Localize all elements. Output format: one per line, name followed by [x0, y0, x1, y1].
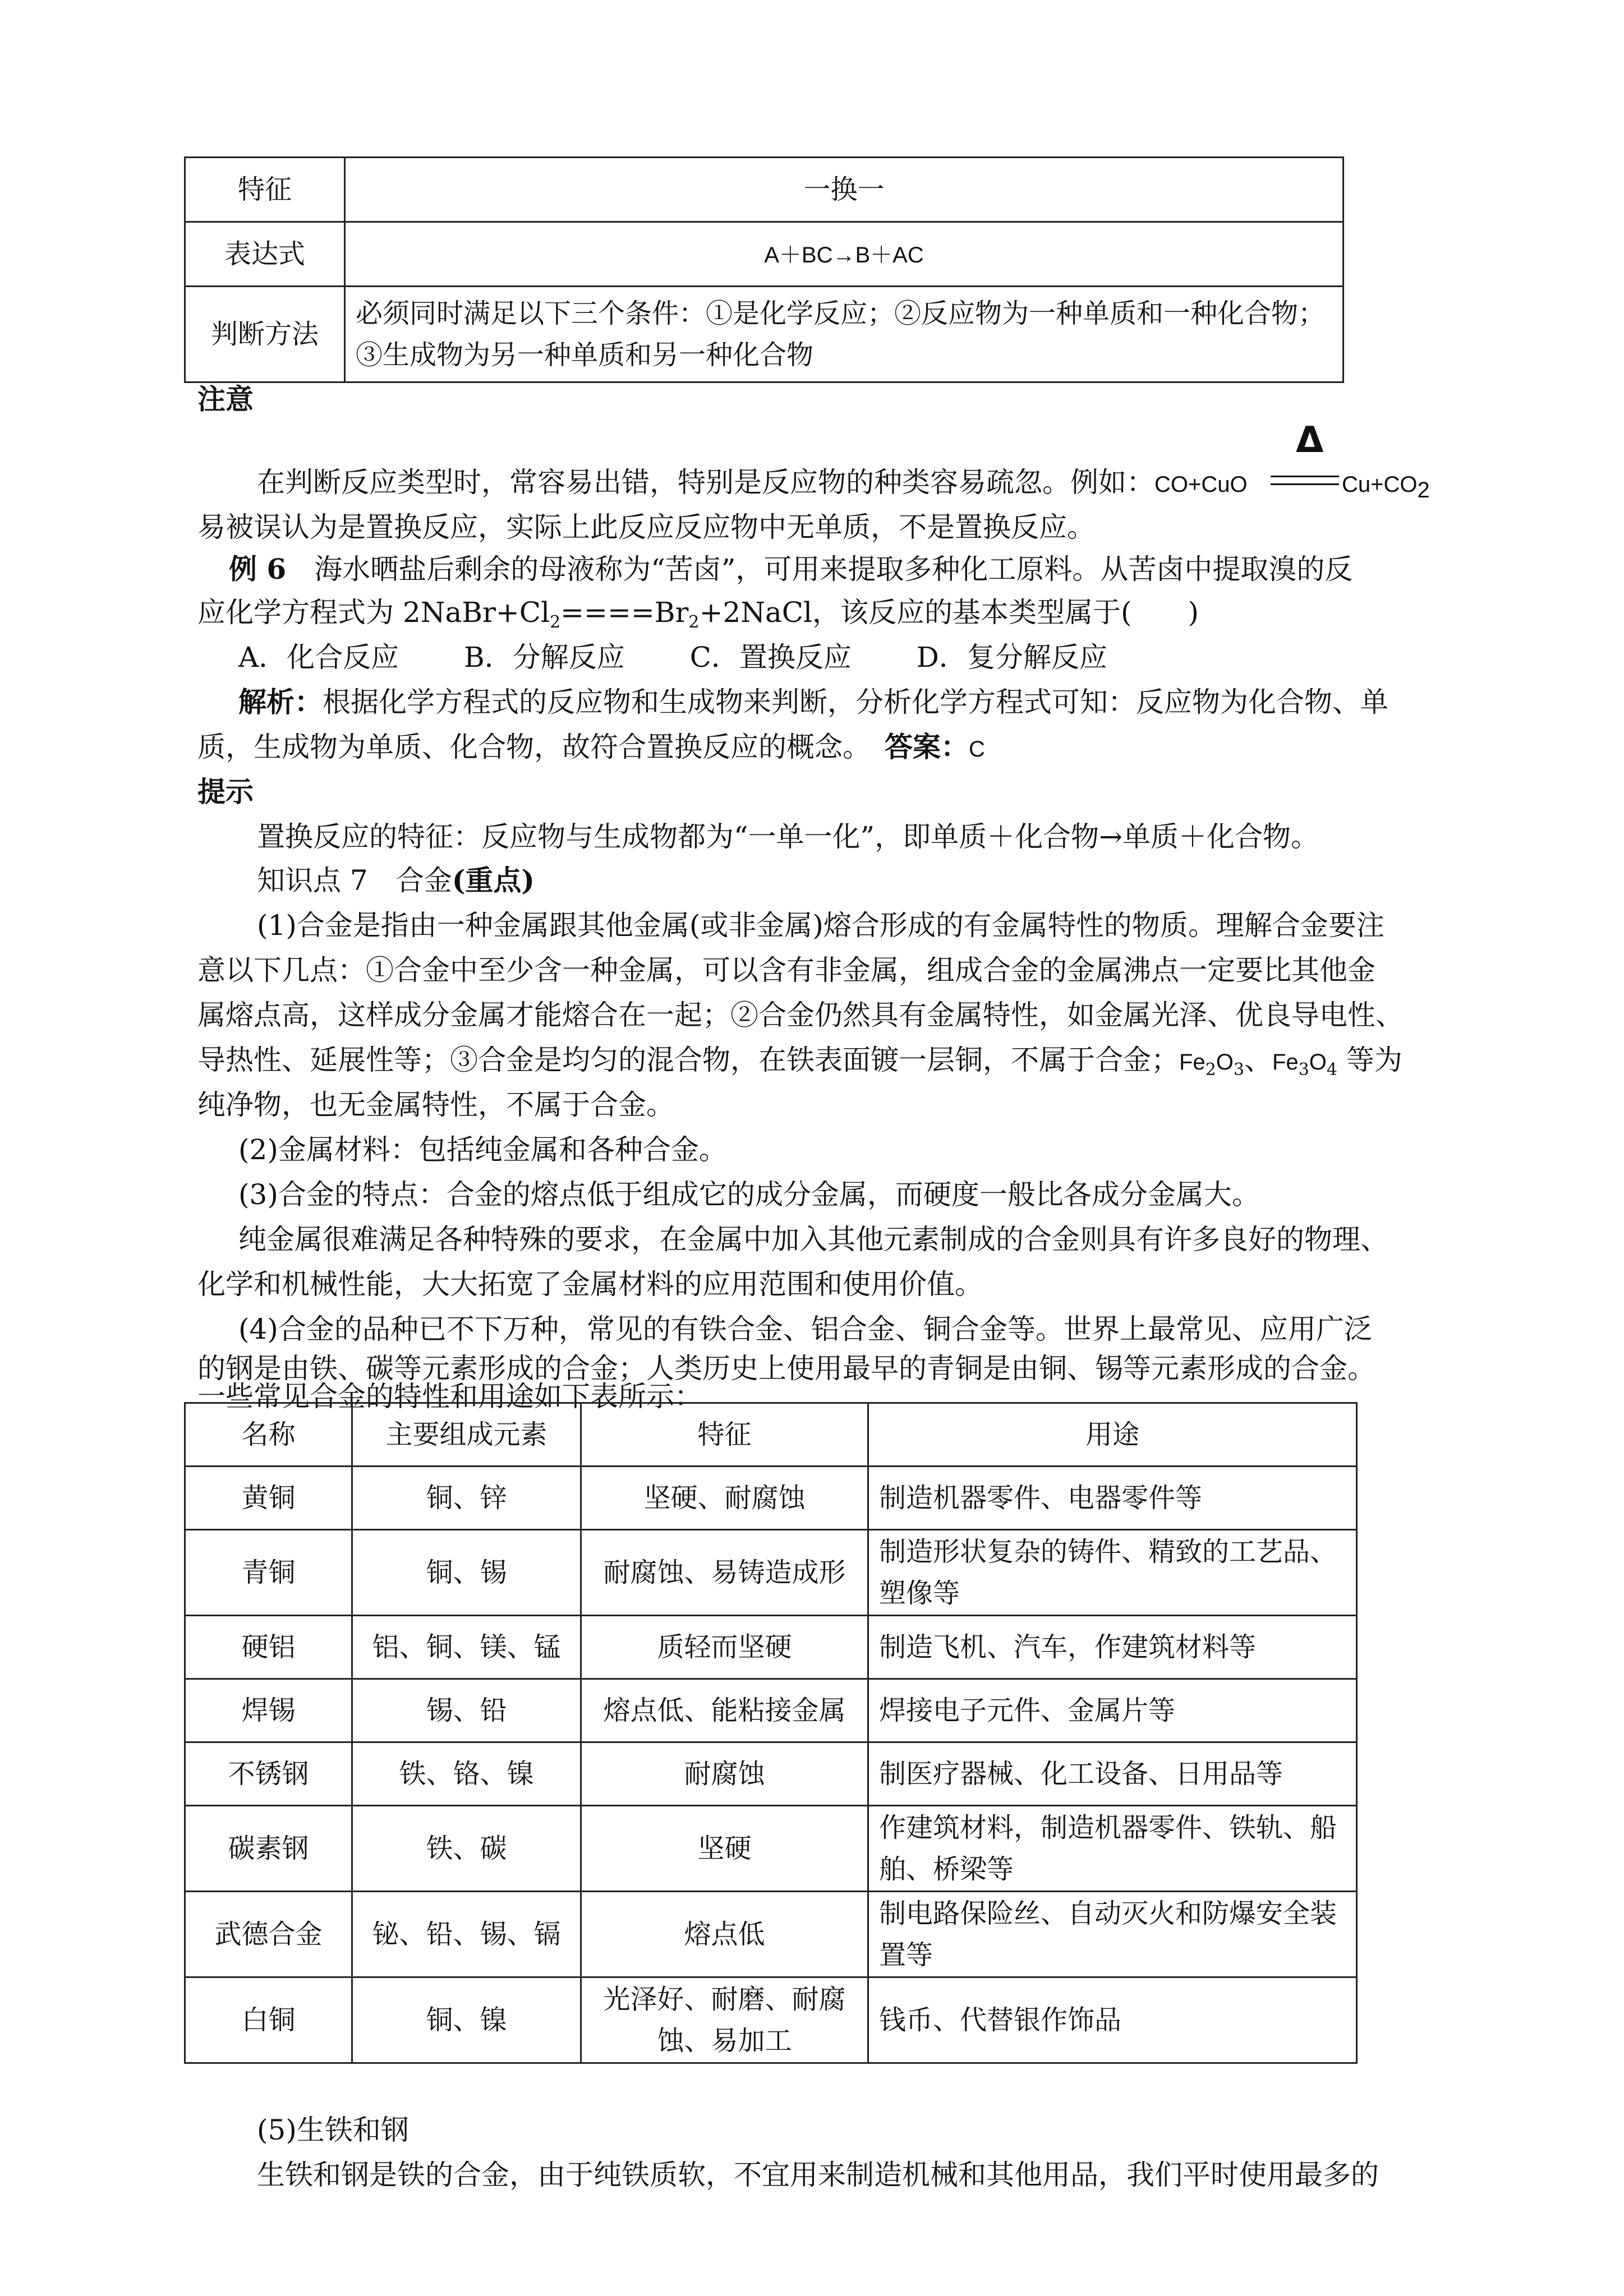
heat-delta-symbol: Δ [1296, 419, 1324, 461]
table-value: 必须同时满足以下三个条件：①是化学反应；②反应物为一种单质和一种化合物；③生成物为另一种单质和另一种化合物 [345, 287, 1344, 382]
paragraph-line: 的钢是由铁、碳等元素形成的合金；人类历史上使用最早的青铜是由铜、锡等元素形成的合金。 [197, 1352, 1375, 1385]
table-row [185, 1530, 1357, 1616]
formula-subscript: 2 [1205, 1060, 1216, 1080]
table-row [185, 1806, 1357, 1892]
note-line-2: 易被误认为是置换反应，实际上此反应反应物中无单质，不是置换反应。 [197, 511, 1095, 543]
equation-subscript: 2 [688, 612, 700, 632]
formula-subscript: 3 [1298, 1060, 1309, 1080]
column-header: 主要组成元素 [352, 1403, 581, 1467]
column-header: 用途 [868, 1403, 1357, 1467]
table-row [185, 158, 1344, 222]
example-options: A．化合反应 B．分解反应 C．置换反应 D．复分解反应 [238, 641, 1107, 674]
table-value [345, 222, 1344, 287]
formula-part: O [1216, 1050, 1234, 1075]
equation-left: CO+CuO [1154, 472, 1248, 497]
alloy-feature: 耐腐蚀、易铸造成形 [581, 1530, 868, 1616]
note-line-1 [257, 460, 1248, 507]
alloy-elements: 铜、锡 [352, 1530, 581, 1616]
alloy-name: 武德合金 [185, 1892, 352, 1977]
equation-bar-top [1271, 476, 1339, 477]
table-row [185, 1977, 1357, 2063]
reaction-summary-table [184, 156, 1344, 383]
alloy-use: 焊接电子元件、金属片等 [868, 1679, 1357, 1742]
paragraph-line: 化学和机械性能，大大拓宽了金属材料的应用范围和使用价值。 [197, 1268, 983, 1301]
example-text: 海水晒盐后剩余的母液称为“苦卤”，可用来提取多种化工原料。从苦卤中提取溴的反 [314, 553, 1353, 585]
alloy-feature: 坚硬、耐腐蚀 [581, 1467, 868, 1530]
equation-right-wrap [1342, 460, 1430, 513]
alloy-use: 制造形状复杂的铸件、精致的工艺品、塑像等 [868, 1530, 1357, 1616]
analysis-text: 质，生成物为单质、化合物，故符合置换反应的概念。 [197, 731, 885, 763]
table-row [185, 222, 1344, 287]
table-row [185, 1679, 1357, 1742]
alloy-name: 不锈钢 [185, 1742, 352, 1806]
table-label: 判断方法 [185, 287, 345, 382]
column-header: 特征 [581, 1403, 868, 1467]
alloy-name: 白铜 [185, 1977, 352, 2063]
table-label: 表达式 [185, 222, 345, 287]
alloy-elements: 铋、铅、锡、镉 [352, 1892, 581, 1977]
paragraph-text: 导热性、延展性等；③合金是均匀的混合物，在铁表面镀一层铜，不属于合金； [197, 1044, 1179, 1076]
alloy-feature: 坚硬 [581, 1806, 868, 1892]
alloy-feature: 熔点低、能粘接金属 [581, 1679, 868, 1742]
formula-subscript: 4 [1326, 1060, 1337, 1080]
alloy-feature: 熔点低 [581, 1892, 868, 1977]
alloy-use: 制造机器零件、电器零件等 [868, 1467, 1357, 1530]
alloy-elements: 锡、铅 [352, 1679, 581, 1742]
formula-part: Fe [1179, 1050, 1206, 1075]
alloy-feature: 光泽好、耐磨、耐腐蚀、易加工 [581, 1977, 868, 2063]
formula-separator: 、 [1244, 1044, 1272, 1076]
alloy-use: 制电路保险丝、自动灭火和防爆安全装置等 [868, 1892, 1357, 1977]
analysis-label: 解析： [238, 685, 323, 718]
equation-right: Cu+CO [1342, 472, 1418, 497]
section-title-emphasis: (重点) [452, 864, 535, 897]
alloy-elements: 铁、碳 [352, 1806, 581, 1892]
alloy-name: 青铜 [185, 1530, 352, 1616]
paragraph-line: 一些常见合金的特性和用途如下表所示： [197, 1380, 702, 1413]
equation-part: +2NaCl，该反应的基本类型属于( ) [699, 596, 1199, 629]
paragraph-line: (1)合金是指由一种金属跟其他金属(或非金属)熔合形成的有金属特性的物质。理解合金要注 [257, 909, 1384, 942]
equation-bar-bottom [1271, 483, 1339, 485]
expression-formula: A＋BC→B＋AC [764, 242, 924, 268]
alloy-feature: 质轻而坚硬 [581, 1616, 868, 1679]
alloy-elements: 铝、铜、镁、锰 [352, 1616, 581, 1679]
alloy-table [184, 1402, 1358, 2064]
table-label: 特征 [185, 158, 345, 222]
paragraph-line: (2)金属材料：包括纯金属和各种合金。 [238, 1133, 727, 1166]
equation-part: ====Br [560, 596, 689, 629]
alloy-use: 制医疗器械、化工设备、日用品等 [868, 1742, 1357, 1806]
example-line-1 [229, 547, 1352, 592]
paragraph-line: 纯净物，也无金属特性，不属于合金。 [197, 1089, 674, 1121]
analysis-line-1 [238, 680, 1388, 725]
table-row [185, 1467, 1357, 1530]
alloy-elements: 铜、锌 [352, 1467, 581, 1530]
answer-label: 答案： [885, 730, 969, 763]
table-row [185, 1616, 1357, 1679]
formula-part: Fe [1272, 1050, 1299, 1075]
tip-heading: 提示 [197, 775, 254, 808]
example-label: 例 6 [229, 552, 287, 585]
analysis-line-2 [197, 725, 985, 772]
equation-part: 应化学方程式为 2NaBr+Cl [197, 596, 550, 629]
alloy-use: 制造飞机、汽车，作建筑材料等 [868, 1616, 1357, 1679]
alloy-feature: 耐腐蚀 [581, 1742, 868, 1806]
section-title-text: 知识点 7 合金 [257, 864, 452, 897]
equation-subscript: 2 [1417, 478, 1430, 502]
table-value: 一换一 [345, 158, 1344, 222]
alloy-name: 黄铜 [185, 1467, 352, 1530]
alloy-use: 钱币、代替银作饰品 [868, 1977, 1357, 2063]
column-header: 名称 [185, 1403, 352, 1467]
alloy-use: 作建筑材料，制造机器零件、铁轨、船舶、桥梁等 [868, 1806, 1357, 1892]
alloy-name: 硬铝 [185, 1616, 352, 1679]
note-text: 在判断反应类型时，常容易出错，特别是反应物的种类容易疏忽。例如： [257, 466, 1154, 499]
subsection-title: (5)生铁和钢 [257, 2114, 409, 2146]
analysis-text: 根据化学方程式的反应物和生成物来判断，分析化学方程式可知：反应物为化合物、单 [323, 686, 1388, 718]
alloy-elements: 铜、镍 [352, 1977, 581, 2063]
table-row [185, 287, 1344, 382]
section-title [257, 858, 535, 903]
paragraph-line: 意以下几点：①合金中至少含一种金属，可以含有非金属，组成合金的金属沸点一定要比其他金 [197, 954, 1375, 986]
paragraph-line: (4)合金的品种已不下万种，常见的有铁合金、铝合金、铜合金等。世界上最常见、应用广泛 [238, 1313, 1372, 1345]
answer-value: C [969, 737, 985, 762]
formula-part: O [1309, 1050, 1327, 1075]
alloy-name: 碳素钢 [185, 1806, 352, 1892]
paragraph-line: 属熔点高，这样成分金属才能熔合在一起；②合金仍然具有金属特性，如金属光泽、优良导电性、 [197, 999, 1404, 1031]
paragraph-line: 纯金属很难满足各种特殊的要求，在金属中加入其他元素制成的合金则具有许多良好的物理、 [238, 1223, 1388, 1256]
table-row [185, 1742, 1357, 1806]
table-row [185, 1892, 1357, 1977]
table-header-row [185, 1403, 1357, 1467]
alloy-elements: 铁、铬、镍 [352, 1742, 581, 1806]
alloy-name: 焊锡 [185, 1679, 352, 1742]
formula-subscript: 3 [1233, 1060, 1244, 1080]
tip-line-1: 置换反应的特征：反应物与生成物都为“一单一化”，即单质＋化合物→单质＋化合物。 [257, 820, 1319, 853]
paragraph-text: 等为 [1337, 1044, 1402, 1076]
equation-subscript: 2 [550, 612, 561, 632]
paragraph-line: (3)合金的特点：合金的熔点低于组成它的成分金属，而硬度一般比各成分金属大。 [238, 1178, 1260, 1211]
note-heading: 注意 [197, 382, 254, 416]
paragraph-line: 生铁和钢是铁的合金，由于纯铁质软，不宜用来制造机械和其他用品，我们平时使用最多的 [257, 2159, 1379, 2191]
